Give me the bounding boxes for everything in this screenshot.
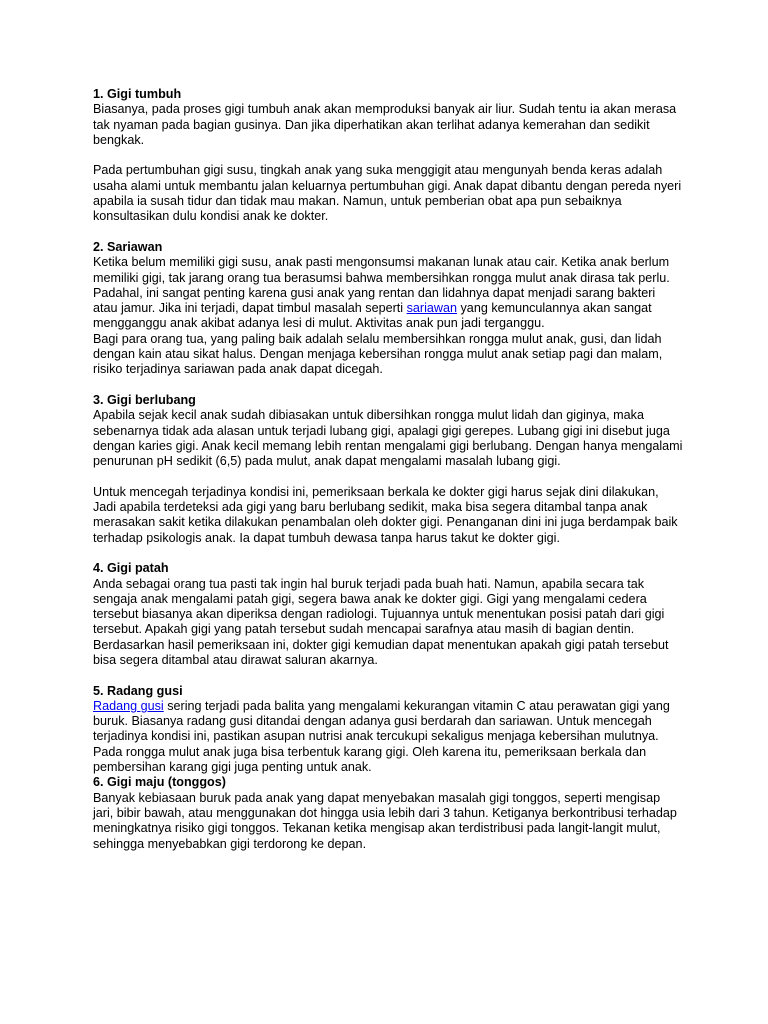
- paragraph: Untuk mencegah terjadinya kondisi ini, pemeriksaan berkala ke dokter gigi harus sejak dini dilakukan, Jadi apabila terdeteksi ada gigi yang baru berlubang sedikit, maka bisa segera ditambal tanpa anak merasakan sakit ketika dilakukan penambalan oleh dokter gigi. Penanganan dini ini juga berdampak baik terhadap psikologis anak. Ia dapat tumbuh dewasa tanpa harus takut ke dokter gigi.: [93, 484, 678, 545]
- section-gigi-tumbuh: [93, 87, 683, 225]
- paragraph: Banyak kebiasaan buruk pada anak yang dapat menyebakan masalah gigi tonggos, seperti mengisap jari, bibir bawah, atau menggunakan dot hingga usia lebih dari 3 tahun. Ketiganya berkontribusi terhadap meningkatnya risiko gigi tonggos. Tekanan ketika mengisap akan terdistribusi pada langit-langit mulut, sehingga menyebabkan gigi terdorong ke depan.: [93, 790, 677, 851]
- paragraph: Apabila sejak kecil anak sudah dibiasakan untuk dibersihkan rongga mulut lidah dan giginya, maka sebenarnya tidak ada alasan untuk terjadi lubang gigi, apalagi gigi gerepes. Lubang gigi ini disebut juga dengan karies gigi. Anak kecil memang lebih rentan mengalami gigi berlubang. Dengan hanya mengalami penurunan pH sedikit (6,5) pada mulut, anak dapat mengalami masalah lubang gigi.: [93, 408, 683, 469]
- section-sariawan: [93, 240, 683, 378]
- paragraph-text: Ketika belum memiliki gigi susu, anak pasti mengonsumsi makanan lunak atau cair. Ketika anak berlum memiliki gigi, tak jarang orang tua berasumsi bahwa membersihkan rongga mulut anak dirasa tak perlu. Padahal, ini sangat penting karena gusi anak yang rentan dan lidahnya dapat menjadi sarang bakteri atau jamur. Jika ini terjadi, dapat timbul masalah seperti: [93, 255, 670, 316]
- paragraph: [93, 699, 683, 775]
- paragraph-text: yang kemunculannya akan sangat mengganggu anak akibat adanya lesi di mulut. Aktivitas anak pun jadi terganggu.: [93, 301, 652, 331]
- sariawan-link[interactable]: sariawan: [406, 301, 458, 316]
- paragraph-text: sering terjadi pada balita yang mengalami kekurangan vitamin C atau perawatan gigi yang buruk. Biasanya radang gusi ditandai dengan adanya gusi berdarah dan sariawan. Untuk mencegah terjadinya kondisi ini, pastikan asupan nutrisi anak tercukupi sekaligus menjaga kebersihan mulutnya. Pada rongga mulut anak juga bisa terbentuk karang gigi. Oleh karena itu, pemeriksaan berkala dan pembersihan karang gigi juga penting untuk anak.: [93, 698, 670, 775]
- section-gigi-patah: [93, 561, 683, 668]
- paragraph: Anda sebagai orang tua pasti tak ingin hal buruk terjadi pada buah hati. Namun, apabila secara tak sengaja anak mengalami patah gigi, segera bawa anak ke dokter gigi. Gigi yang mengalami cedera tersebut biasanya akan diperiksa dengan radiologi. Tujuannya untuk menentukan posisi patah dari gigi tersebut. Apakah gigi yang patah tersebut sudah mencapai sarafnya atau masih di bagian dentin. Berdasarkan hasil pemeriksaan ini, dokter gigi kemudian dapat menentukan apakah gigi patah tersebut bisa segera ditambal atau dirawat saluran akarnya.: [93, 576, 669, 667]
- radang-gusi-link[interactable]: Radang gusi: [93, 698, 164, 713]
- section-heading: 1. Gigi tumbuh: [93, 87, 182, 101]
- paragraph: [93, 255, 683, 331]
- section-heading: 6. Gigi maju (tonggos): [93, 775, 226, 790]
- section-gigi-maju: [93, 775, 683, 851]
- section-heading: 3. Gigi berlubang: [93, 392, 196, 407]
- section-heading: 4. Gigi patah: [93, 561, 169, 576]
- paragraph: Biasanya, pada proses gigi tumbuh anak akan memproduksi banyak air liur. Sudah tentu ia akan merasa tak nyaman pada bagian gusinya. Dan jika diperhatikan akan terlihat adanya kemerahan dan sedikit bengkak.: [93, 102, 677, 147]
- section-heading: 2. Sariawan: [93, 239, 163, 254]
- document-page: [93, 87, 683, 852]
- section-heading: 5. Radang gusi: [93, 683, 183, 698]
- paragraph: Bagi para orang tua, yang paling baik adalah selalu membersihkan rongga mulut anak, gusi, dan lidah dengan kain atau sikat halus. Dengan menjaga kebersihan rongga mulut anak setiap pagi dan malam, risiko terjadinya sariawan pada anak dapat dicegah.: [93, 331, 663, 377]
- section-radang-gusi: [93, 684, 683, 776]
- paragraph: Pada pertumbuhan gigi susu, tingkah anak yang suka menggigit atau mengunyah benda keras adalah usaha alami untuk membantu jalan keluarnya pertumbuhan gigi. Anak dapat dibantu dengan pereda nyeri apabila ia susah tidur dan tidak mau makan. Namun, untuk pemberian obat apa pun sebaiknya konsultasikan dulu kondisi anak ke dokter.: [93, 163, 682, 224]
- section-gigi-berlubang: [93, 393, 683, 546]
